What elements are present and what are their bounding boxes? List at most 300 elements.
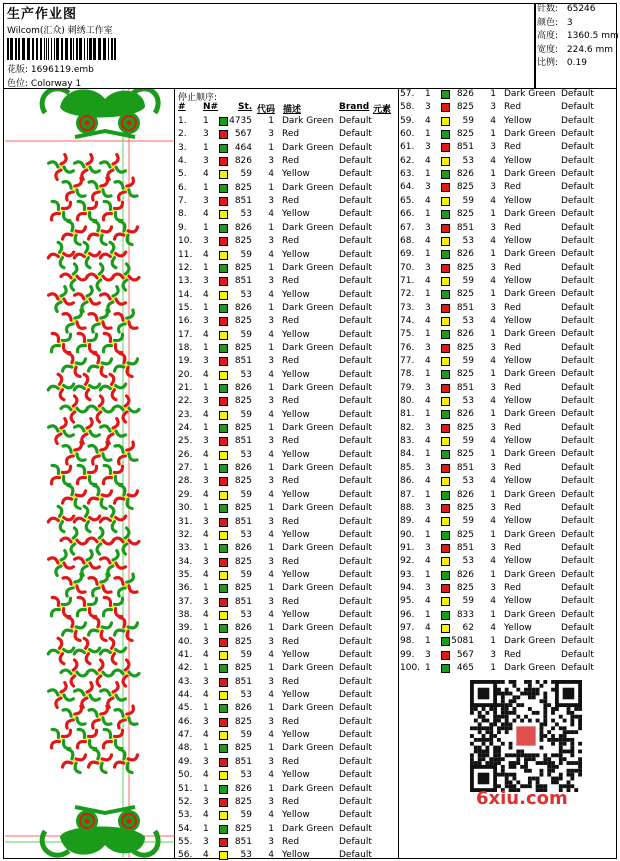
stop-index: 89.: [400, 516, 415, 527]
swirl-blade: [116, 299, 125, 304]
swirl-blade: [48, 254, 58, 258]
qr-module: [540, 730, 544, 734]
swirl-center: [59, 561, 62, 564]
stop-brand: Default: [339, 209, 372, 220]
barcode-bar: [36, 38, 38, 60]
qr-module: [501, 711, 505, 715]
qr-module: [501, 715, 505, 719]
swirl-center: [98, 759, 101, 762]
stop-brand: Default: [339, 449, 372, 460]
stop-code: 1: [268, 623, 274, 634]
colorway-name: Colorway 1: [30, 79, 82, 89]
stop-stitches: 53: [240, 529, 252, 540]
stop-needle: 4: [425, 556, 431, 567]
swirl-blade: [115, 630, 124, 635]
stop-index: 53.: [178, 810, 193, 821]
qr-module: [551, 777, 555, 781]
flower-center: [127, 121, 132, 126]
swirl-blade: [127, 574, 134, 582]
stop-description: Red: [504, 182, 522, 193]
qr-module: [555, 722, 559, 726]
swirl-blade: [58, 506, 62, 516]
stop-code: 1: [268, 463, 274, 474]
stop-code: 4: [268, 650, 274, 660]
stop-brand: Default: [339, 423, 372, 434]
swirl-blade: [63, 730, 71, 736]
stop-brand: Default: [339, 329, 372, 340]
swirl-blade: [127, 367, 132, 376]
swirl-center: [98, 715, 101, 718]
stop-stitches: 851: [234, 836, 252, 847]
swirl-blade: [89, 630, 98, 635]
swirl-blade: [103, 609, 111, 615]
stop-description: Red: [282, 396, 300, 407]
stop-index: 58.: [400, 102, 415, 113]
swirl-center: [85, 253, 88, 256]
stop-description: Red: [282, 716, 300, 727]
swirl-center: [98, 231, 101, 234]
swirl-center: [59, 737, 62, 740]
stop-index: 41.: [178, 650, 193, 660]
stop-needle: 1: [425, 489, 431, 500]
stop-brand: Default: [339, 182, 372, 193]
stop-description: Dark Green: [282, 703, 334, 714]
stop-code: 1: [268, 302, 274, 313]
qr-module: [493, 734, 497, 738]
swirl-blade: [89, 710, 97, 717]
swirl-blade: [49, 162, 58, 167]
qr-module: [501, 692, 505, 696]
qr-module: [516, 715, 520, 719]
qr-module: [570, 784, 574, 788]
stop-code: 3: [268, 756, 274, 767]
stop-needle: 3: [425, 142, 431, 153]
stop-stitches: 826: [234, 703, 252, 714]
qr-module: [505, 707, 509, 711]
swirl-center: [85, 473, 88, 476]
stop-stitches: 59: [462, 436, 474, 447]
stop-needle: 4: [203, 489, 209, 500]
swirl-blade: [101, 442, 108, 450]
stop-description: Yellow: [282, 650, 310, 660]
stop-needle: 3: [203, 756, 209, 767]
header-element: 元素: [373, 105, 392, 115]
stop-index: 52.: [178, 796, 193, 807]
qr-module: [497, 746, 501, 750]
stop-description: Red: [282, 276, 300, 287]
stat-colors: 颜色: 3: [537, 17, 573, 28]
qr-module: [563, 742, 567, 746]
stop-code: 3: [268, 516, 274, 527]
qr-module: [540, 684, 544, 688]
stop-code: 1: [490, 329, 496, 340]
swirl-blade: [77, 345, 85, 351]
swirl-center: [72, 671, 75, 674]
barcode-bar: [32, 38, 34, 60]
stop-needle: 3: [203, 676, 209, 687]
barcode-bar: [114, 38, 116, 60]
swirl-blade: [73, 396, 77, 406]
stop-index: 16.: [178, 316, 193, 327]
stop-brand: Default: [561, 129, 594, 140]
swirl-blade: [68, 354, 73, 363]
swirl-blade: [89, 598, 97, 604]
qr-module: [563, 757, 567, 761]
stop-code: 4: [268, 489, 274, 500]
stop-brand: Default: [561, 556, 594, 567]
qr-module: [547, 761, 551, 765]
swirl-blade: [113, 551, 118, 560]
stop-description: Red: [504, 142, 522, 153]
swirl-blade: [63, 182, 71, 189]
stop-brand: Default: [339, 636, 372, 647]
qr-module: [505, 753, 509, 757]
swirl-blade: [77, 190, 85, 197]
swirl-blade: [56, 566, 61, 575]
swirl-blade: [74, 254, 84, 258]
stop-description: Dark Green: [282, 583, 334, 594]
stop-needle: 1: [203, 623, 209, 634]
swirl-center: [111, 649, 114, 652]
swirl-blade: [103, 190, 111, 197]
stop-needle: 1: [203, 302, 209, 313]
qr-module: [543, 761, 547, 765]
swirl-blade: [48, 518, 58, 522]
qr-module: [516, 753, 520, 757]
swirl-blade: [129, 322, 137, 329]
swirl-blade: [61, 287, 66, 296]
stop-index: 31.: [178, 516, 193, 527]
swirl-blade: [101, 426, 110, 431]
swirl-blade: [125, 528, 129, 538]
stop-description: Red: [504, 342, 522, 353]
stop-needle: 3: [203, 836, 209, 847]
swirl-center: [111, 429, 114, 432]
barcode-bar: [79, 38, 82, 60]
barcode-bar: [18, 38, 20, 60]
stop-stitches: 5081: [451, 636, 474, 647]
design-file: [7, 62, 94, 75]
stop-index: 45.: [178, 703, 193, 714]
stop-needle: 1: [203, 703, 209, 714]
stop-stitches: 826: [456, 489, 474, 500]
stop-brand: Default: [561, 356, 594, 366]
stop-index: 94.: [400, 582, 415, 593]
swirl-center: [98, 363, 101, 366]
qr-module: [497, 692, 501, 696]
swirl-blade: [82, 566, 87, 575]
stop-stitches: 53: [240, 369, 252, 380]
swirl-center: [72, 275, 75, 278]
swirl-blade: [74, 650, 84, 654]
qr-module: [489, 757, 493, 761]
stop-brand: Default: [561, 222, 594, 233]
stop-index: 69.: [400, 249, 415, 260]
stop-brand: Default: [561, 569, 594, 580]
stop-stitches: 833: [456, 609, 474, 620]
qr-module: [578, 761, 582, 765]
stop-code: 4: [268, 569, 274, 580]
stop-needle: 3: [425, 182, 431, 193]
qr-module: [524, 769, 528, 773]
stop-brand: Default: [339, 129, 372, 140]
stop-index: 35.: [178, 569, 193, 580]
qr-module: [528, 777, 532, 781]
stop-needle: 4: [203, 289, 209, 300]
stop-description: Dark Green: [504, 89, 556, 99]
swirl-blade: [90, 563, 99, 568]
stop-index: 91.: [400, 542, 415, 553]
swirl-blade: [56, 698, 61, 707]
stop-description: Red: [282, 516, 300, 527]
swirl-blade: [127, 310, 134, 318]
stop-stitches: 59: [462, 356, 474, 366]
qr-module: [543, 680, 547, 684]
stop-brand: Default: [561, 182, 594, 193]
swirl-center: [85, 649, 88, 652]
stop-index: 97.: [400, 623, 415, 633]
stop-index: 32.: [178, 529, 193, 540]
qr-module: [578, 757, 582, 761]
stop-description: Dark Green: [282, 623, 334, 634]
qr-module: [497, 688, 501, 692]
qr-module: [497, 680, 501, 684]
stop-description: Yellow: [282, 409, 310, 420]
swirl-blade: [108, 698, 113, 707]
stop-description: Dark Green: [504, 169, 556, 180]
qr-module: [528, 688, 532, 692]
stop-brand: Default: [561, 315, 594, 326]
barcode-bar: [103, 38, 106, 60]
swirl-blade: [129, 190, 137, 197]
stop-brand: Default: [339, 836, 372, 847]
stop-code: 1: [268, 503, 274, 514]
stop-stitches: 59: [240, 249, 252, 260]
stop-index: 71.: [400, 275, 415, 286]
stop-needle: 4: [203, 449, 209, 460]
swirl-center: [59, 517, 62, 520]
stop-description: Dark Green: [282, 503, 334, 514]
stop-description: Yellow: [504, 315, 532, 326]
qr-module: [570, 777, 574, 781]
swirl-blade: [128, 227, 137, 232]
stop-code: 3: [268, 276, 274, 287]
stop-brand: Default: [339, 262, 372, 273]
swirl-blade: [82, 302, 87, 311]
stop-needle: 1: [203, 182, 209, 193]
swirl-blade: [89, 213, 95, 221]
stop-stitches: 825: [456, 262, 474, 273]
stop-description: Yellow: [504, 115, 532, 126]
qr-module: [536, 761, 540, 765]
swirl-center: [72, 495, 75, 498]
stop-index: 75.: [400, 329, 415, 340]
swirl-blade: [115, 446, 123, 453]
stop-stitches: 825: [456, 182, 474, 193]
stop-needle: 1: [203, 663, 209, 674]
swirl-blade: [97, 280, 101, 290]
swirl-blade: [125, 264, 129, 274]
swirl-blade: [64, 516, 74, 520]
stop-description: Yellow: [282, 690, 310, 701]
qr-module: [520, 750, 524, 754]
swirl-blade: [56, 170, 61, 179]
qr-module: [478, 722, 482, 726]
swirl-center: [124, 495, 127, 498]
stop-needle: 3: [425, 302, 431, 313]
stop-index: 20.: [178, 369, 193, 380]
qr-module: [536, 680, 540, 684]
swirl-center: [72, 187, 75, 190]
stop-description: Dark Green: [504, 329, 556, 340]
swirl-blade: [110, 374, 114, 384]
swirl-blade: [116, 695, 125, 700]
stop-code: 3: [268, 836, 274, 847]
stop-description: Red: [504, 222, 522, 233]
stop-stitches: 59: [240, 730, 252, 741]
stop-brand: Default: [339, 503, 372, 514]
swirl-blade: [84, 374, 88, 384]
stop-needle: 1: [203, 783, 209, 794]
swirl-blade: [75, 235, 80, 244]
stop-needle: 4: [425, 516, 431, 527]
stop-stitches: 59: [462, 195, 474, 206]
stop-needle: 4: [425, 195, 431, 206]
qr-finder-core: [563, 688, 575, 700]
qr-module: [528, 707, 532, 711]
qr-module: [482, 750, 486, 754]
swirl-blade: [115, 598, 123, 604]
stop-needle: 3: [203, 356, 209, 367]
swirl-blade: [77, 741, 85, 747]
qr-module: [493, 757, 497, 761]
swirl-blade: [113, 683, 118, 692]
swirl-center: [59, 429, 62, 432]
stop-index: 18.: [178, 342, 193, 353]
stop-description: Red: [504, 649, 522, 660]
swirl-center: [85, 693, 88, 696]
stop-stitches: 825: [234, 503, 252, 514]
swirl-blade: [60, 258, 64, 268]
qr-module: [540, 734, 544, 738]
swirl-blade: [60, 654, 64, 664]
swirl-blade: [52, 333, 58, 341]
swirl-center: [85, 165, 88, 168]
qr-module: [536, 719, 540, 723]
swirl-blade: [89, 234, 98, 239]
qr-module: [505, 726, 509, 730]
swirl-blade: [64, 695, 73, 700]
swirl-center: [85, 341, 88, 344]
stop-stitches: 62: [462, 623, 474, 633]
stop-code: 1: [268, 783, 274, 794]
swirl-blade: [82, 698, 87, 707]
stop-description: Dark Green: [282, 383, 334, 393]
stop-description: Dark Green: [504, 529, 556, 540]
stop-stitches: 851: [456, 222, 474, 233]
stop-code: 4: [268, 209, 274, 220]
qr-module: [536, 780, 540, 784]
swirl-blade: [104, 597, 110, 605]
stop-index: 73.: [400, 302, 415, 313]
file-name: 1696119.emb: [30, 65, 94, 75]
stop-description: Red: [282, 676, 300, 687]
stop-stitches: 825: [456, 449, 474, 460]
stop-needle: 4: [203, 409, 209, 420]
qr-module: [540, 722, 544, 726]
qr-module: [474, 761, 478, 765]
stop-brand: Default: [339, 596, 372, 607]
stop-brand: Default: [561, 262, 594, 273]
header-needle: N#: [203, 102, 219, 112]
swirl-blade: [127, 763, 132, 772]
stop-stitches: 53: [240, 449, 252, 460]
qr-module: [567, 711, 571, 715]
stop-stitches: 825: [234, 423, 252, 434]
swirl-blade: [82, 434, 87, 443]
qr-module: [570, 738, 574, 742]
swirl-center: [85, 297, 88, 300]
qr-module: [485, 750, 489, 754]
stop-needle: 3: [425, 422, 431, 433]
stop-stitches: 567: [234, 129, 252, 140]
stop-description: Yellow: [504, 476, 532, 487]
stop-needle: 3: [203, 396, 209, 407]
qr-module: [489, 742, 493, 746]
swirl-blade: [89, 762, 98, 767]
qr-module: [524, 688, 528, 692]
barcode-bar: [76, 38, 78, 60]
qr-module: [501, 726, 505, 730]
swirl-blade: [89, 446, 97, 453]
swirl-blade: [120, 354, 125, 363]
flower-center: [85, 121, 90, 126]
stop-stitches: 53: [462, 476, 474, 487]
qr-module: [478, 761, 482, 765]
qr-module: [536, 692, 540, 696]
stop-needle: 3: [203, 316, 209, 327]
stop-index: 36.: [178, 583, 193, 594]
swirl-blade: [89, 730, 97, 736]
stop-description: Dark Green: [504, 129, 556, 140]
swirl-center: [85, 429, 88, 432]
stop-needle: 3: [203, 276, 209, 287]
stop-description: Dark Green: [504, 609, 556, 620]
stop-code: 1: [268, 423, 274, 434]
swirl-blade: [49, 426, 58, 431]
swirl-center: [98, 275, 101, 278]
stop-code: 1: [268, 383, 274, 393]
qr-module: [470, 734, 474, 738]
swirl-blade: [115, 498, 124, 503]
stop-code: 3: [268, 129, 274, 140]
stop-code: 1: [268, 583, 274, 594]
stop-brand: Default: [561, 369, 594, 380]
stop-code: 4: [490, 275, 496, 286]
stop-stitches: 567: [456, 649, 474, 660]
company-name: Wilcom(汇众) 刺绣工作室: [7, 26, 113, 36]
barcode-bar: [27, 38, 30, 60]
swirl-blade: [63, 345, 69, 353]
stop-index: 84.: [400, 449, 415, 460]
qr-module: [555, 780, 559, 784]
swirl-blade: [115, 334, 123, 340]
stop-stitches: 826: [456, 89, 474, 99]
qr-module: [578, 715, 582, 719]
stop-needle: 3: [203, 636, 209, 647]
swirl-blade: [64, 563, 73, 568]
stop-description: Yellow: [282, 369, 310, 380]
